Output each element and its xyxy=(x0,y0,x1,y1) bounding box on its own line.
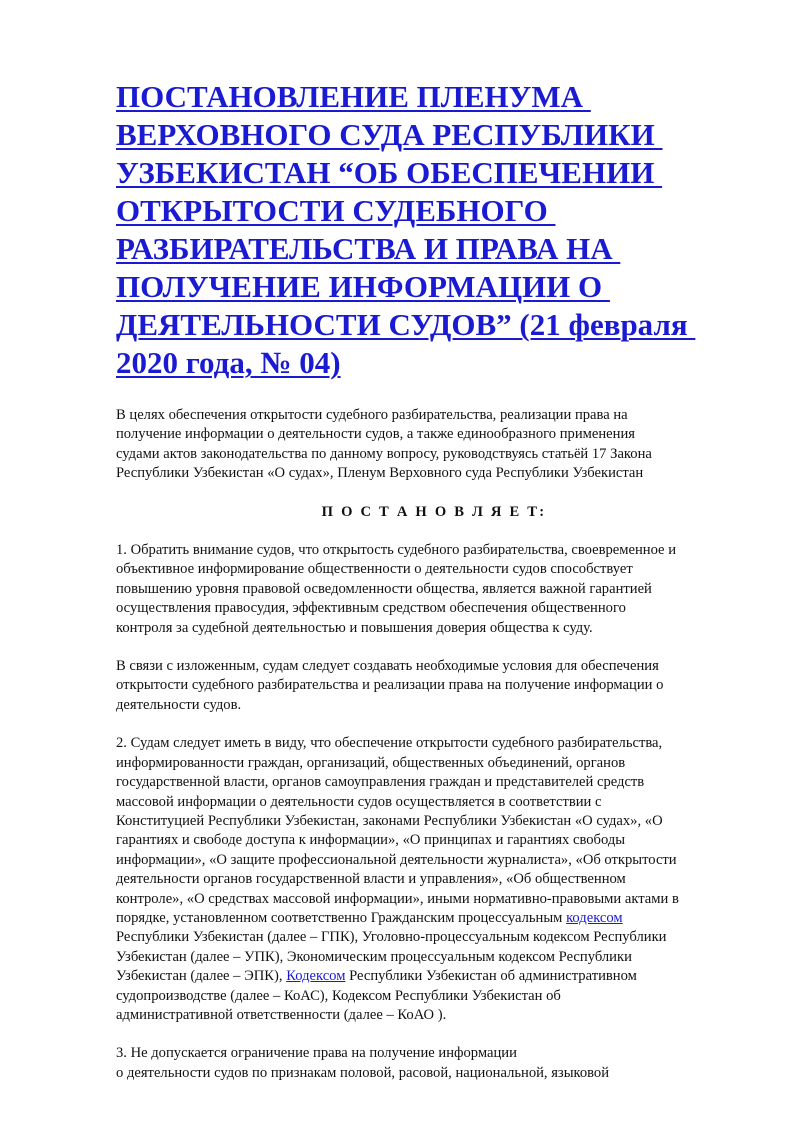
administrative-procedure-code-link[interactable]: Кодексом xyxy=(286,968,346,985)
text-line: 2. Судам следует иметь в виду, что обеспечение открытости судебного разбирательства, xyxy=(116,735,663,752)
paragraph-3 xyxy=(116,1044,742,1083)
text-line: гарантиях и свободе доступа к информации», «О принципах и гарантиях свободы xyxy=(116,832,626,849)
text-line: судопроизводстве (далее – КоАС), Кодексом Республики Узбекистан об xyxy=(116,987,561,1004)
text-line: получение информации о деятельности судов, а также единообразного применения xyxy=(116,426,635,443)
text-line: Узбекистан (далее – УПК), Экономическим процессуальным кодексом Республики xyxy=(116,948,632,965)
paragraph-1 xyxy=(116,541,742,638)
text-line: массовой информации о деятельности судов осуществляется в соответствии с xyxy=(116,793,602,810)
title-line: РАЗБИРАТЕЛЬСТВА И ПРАВА НА xyxy=(116,231,621,266)
text-line: 3. Не допускается ограничение права на получение информации xyxy=(116,1045,517,1062)
text-line: информации», «О защите профессиональной деятельности журналиста», «Об открытости xyxy=(116,851,677,868)
text-line: Республики Узбекистан (далее – ГПК), Уголовно-процессуальным кодексом Республики xyxy=(116,929,667,946)
text-line: осуществления правосудия, эффективным средством обеспечения общественного xyxy=(116,600,626,617)
intro-paragraph xyxy=(116,406,742,484)
paragraph-1b xyxy=(116,657,742,715)
text-line: о деятельности судов по признакам половой, расовой, национальной, языковой xyxy=(116,1064,610,1081)
text-line: административной ответственности (далее – КоАО ). xyxy=(116,1006,447,1023)
text-line: деятельности судов. xyxy=(116,696,242,713)
paragraph-2 xyxy=(116,734,742,1025)
text-line-with-link xyxy=(116,967,742,986)
document-page xyxy=(116,78,742,1083)
title-line: ПОСТАНОВЛЕНИЕ ПЛЕНУМА xyxy=(116,79,591,114)
decree-heading: П О С Т А Н О В Л Я Е Т: xyxy=(321,503,547,520)
text-line: В целях обеспечения открытости судебного разбирательства, реализации права на xyxy=(116,407,628,423)
title-line: 2020 года, № 04) xyxy=(116,345,341,380)
text-line: контроля за судебной деятельностью и повышения доверия общества к суду. xyxy=(116,619,593,636)
text-line: объективное информирование общественности о деятельности судов способствует xyxy=(116,561,633,578)
title-line: УЗБЕКИСТАН “ОБ ОБЕСПЕЧЕНИИ xyxy=(116,155,663,190)
text-line: открытости судебного разбирательства и реализации права на получение информации о xyxy=(116,677,664,694)
document-title-link[interactable] xyxy=(116,78,742,382)
text-line: информированности граждан, организаций, общественных объединений, органов xyxy=(116,754,626,771)
title-line: ОТКРЫТОСТИ СУДЕБНОГО xyxy=(116,193,556,228)
text-line: государственной власти, органов самоуправления граждан и представителей средств xyxy=(116,774,645,791)
text-line: Республики Узбекистан «О судах», Пленум Верховного суда Республики Узбекистан xyxy=(116,465,644,482)
text-line: В связи с изложенным, судам следует создавать необходимые условия для обеспечения xyxy=(116,658,659,675)
text-line-with-link xyxy=(116,909,742,928)
text-line: судами актов законодательства по данному вопросу, руководствуясь статьёй 17 Закона xyxy=(116,445,652,462)
title-line: ПОЛУЧЕНИЕ ИНФОРМАЦИИ О xyxy=(116,269,610,304)
title-line: ДЕЯТЕЛЬНОСТИ СУДОВ” (21 февраля xyxy=(116,307,696,342)
title-line: ВЕРХОВНОГО СУДА РЕСПУБЛИКИ xyxy=(116,117,663,152)
text-line: контроле», «О средствах массовой информации», иными нормативно-правовыми актами в xyxy=(116,890,679,907)
text-line: 1. Обратить внимание судов, что открытость судебного разбирательства, своевременное и xyxy=(116,542,676,559)
text-segment: порядке, установленном соответственно Гражданским процессуальным xyxy=(116,909,567,926)
text-line: повышению уровня правовой осведомленности общества, является важной гарантией xyxy=(116,580,652,597)
text-segment: Узбекистан (далее – ЭПК), xyxy=(116,968,287,985)
text-line: Конституцией Республики Узбекистан, законами Республики Узбекистан «О судах», «О xyxy=(116,812,663,829)
text-line: деятельности органов государственной власти и управления», «Об общественном xyxy=(116,871,626,888)
text-segment: Республики Узбекистан об административном xyxy=(345,968,637,985)
civil-procedure-code-link[interactable]: кодексом xyxy=(566,909,623,926)
